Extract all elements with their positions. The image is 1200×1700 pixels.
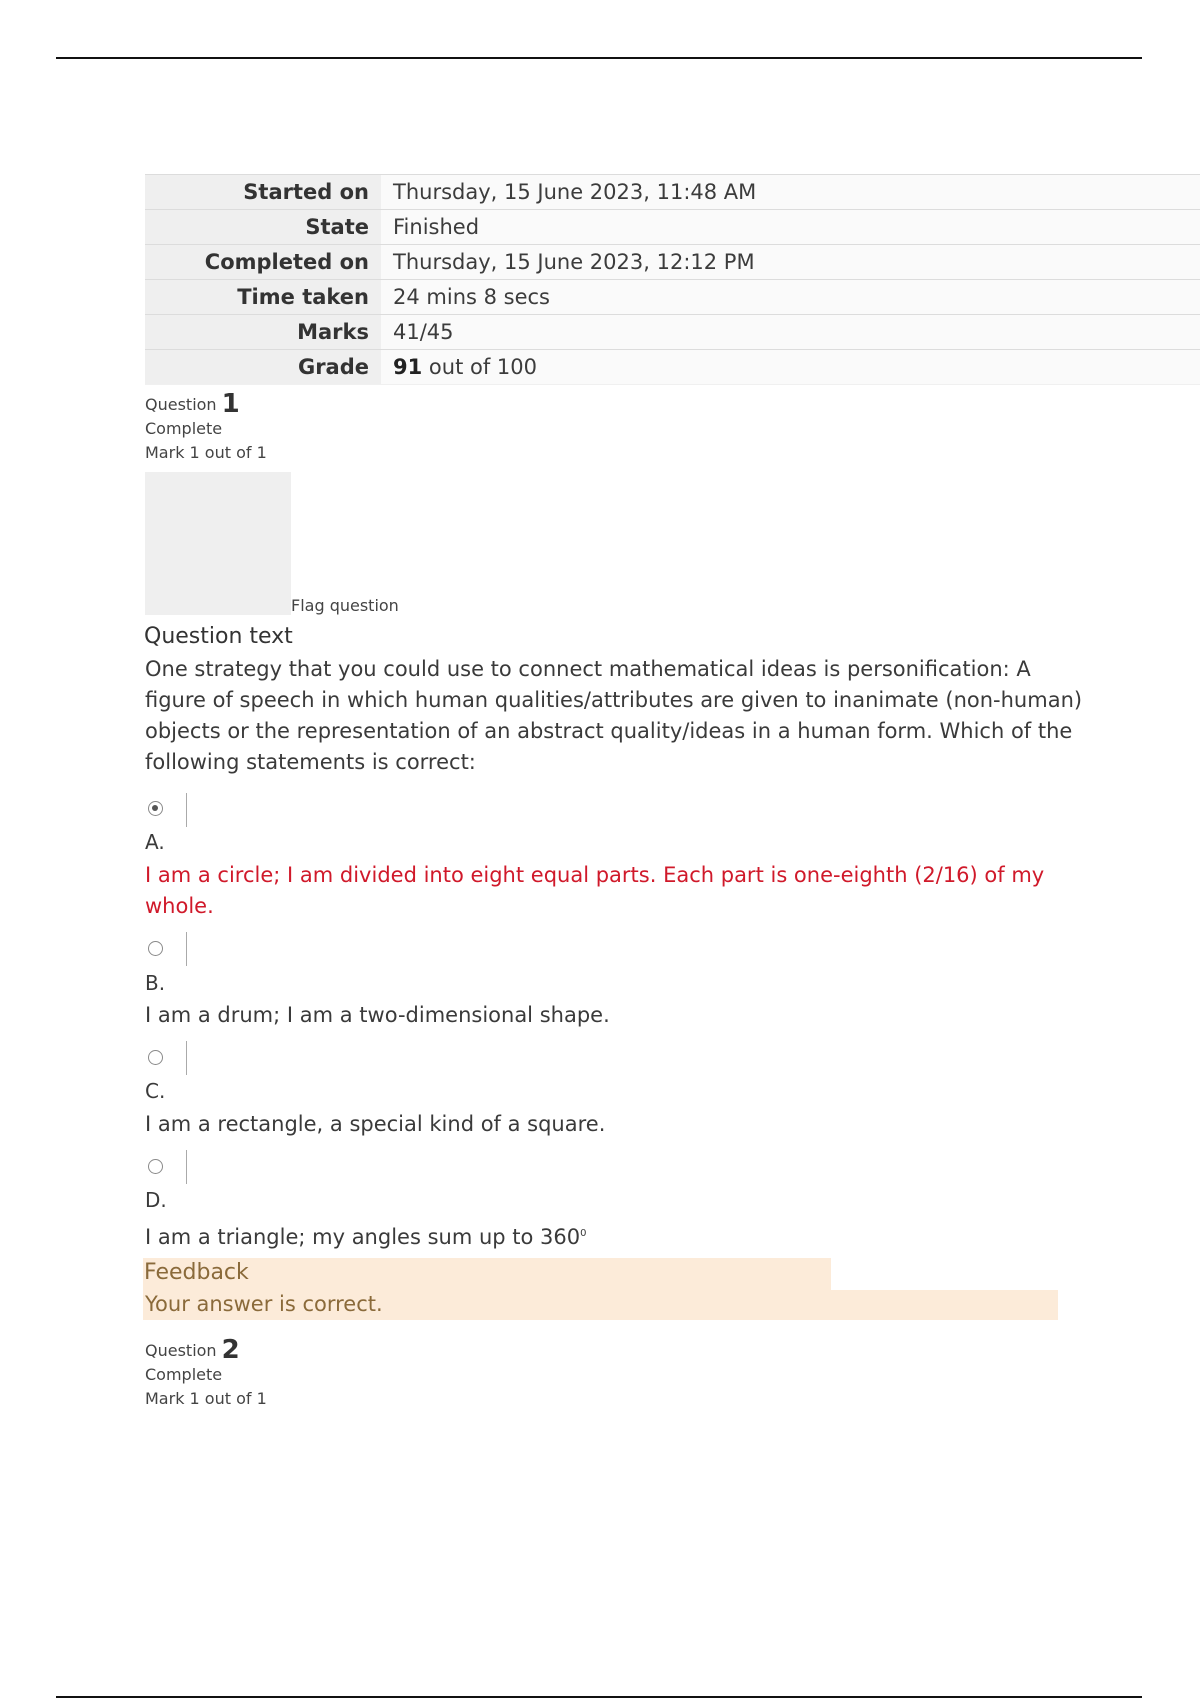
feedback-heading: Feedback — [144, 1260, 249, 1285]
option-d-text-main: I am a triangle; my angles sum up to 360 — [145, 1225, 581, 1249]
page-bottom-rule — [56, 1696, 1142, 1698]
summary-value: Thursday, 15 June 2023, 11:48 AM — [381, 175, 1200, 210]
page-top-rule — [56, 57, 1142, 59]
option-c-radio[interactable] — [148, 1050, 163, 1065]
option-a-radio[interactable] — [148, 801, 163, 816]
summary-value: 24 mins 8 secs — [381, 280, 1200, 315]
summary-label: State — [145, 210, 381, 245]
option-a-letter: A. — [145, 830, 165, 854]
question-text-heading: Question text — [144, 624, 293, 649]
question-1-info — [145, 389, 267, 465]
option-d-text[interactable] — [145, 1218, 1085, 1253]
flag-question-label[interactable]: Flag question — [291, 596, 399, 615]
grade-score: 91 — [393, 355, 423, 379]
question-number: 2 — [221, 1335, 240, 1365]
degree-mark: 0 — [580, 1228, 587, 1239]
question-mark: Mark 1 out of 1 — [145, 1389, 267, 1408]
option-c-letter: C. — [145, 1079, 166, 1103]
summary-value: Finished — [381, 210, 1200, 245]
summary-value: Thursday, 15 June 2023, 12:12 PM — [381, 245, 1200, 280]
question-number: 1 — [221, 389, 240, 419]
summary-row-marks — [145, 315, 1200, 350]
flag-question-icon[interactable] — [145, 472, 291, 615]
summary-label: Completed on — [145, 245, 381, 280]
option-c-text[interactable]: I am a rectangle, a special kind of a square. — [145, 1112, 606, 1136]
feedback-text: Your answer is correct. — [145, 1292, 383, 1316]
summary-label: Started on — [145, 175, 381, 210]
summary-row-started — [145, 175, 1200, 210]
option-a-text[interactable]: I am a circle; I am divided into eight equal parts. Each part is one-eighth (2/16) of my whole. — [145, 863, 1045, 918]
question-state: Complete — [145, 419, 223, 438]
question-mark: Mark 1 out of 1 — [145, 443, 267, 462]
option-b-letter: B. — [145, 971, 166, 995]
summary-row-grade — [145, 350, 1200, 385]
question-number-line — [145, 1335, 267, 1365]
summary-label: Grade — [145, 350, 381, 385]
question-prefix: Question — [145, 395, 217, 414]
option-d-divider — [186, 1150, 187, 1184]
option-d-radio[interactable] — [148, 1159, 163, 1174]
attempt-summary-table — [145, 174, 1200, 385]
summary-row-completed — [145, 245, 1200, 280]
question-state: Complete — [145, 1365, 223, 1384]
summary-row-state — [145, 210, 1200, 245]
grade-suffix: out of 100 — [422, 355, 537, 379]
summary-label: Marks — [145, 315, 381, 350]
summary-row-time-taken — [145, 280, 1200, 315]
summary-label: Time taken — [145, 280, 381, 315]
question-text: One strategy that you could use to connect mathematical ideas is personification: A figure of speech in which human qualities/attributes are given to inanimate (non-human) objects or the representation of an abstract quality/ideas in a human form. Which of the following statements is correct: — [145, 657, 1083, 774]
option-b-divider — [186, 932, 187, 966]
option-b-text[interactable]: I am a drum; I am a two-dimensional shape. — [145, 1003, 610, 1027]
question-2-info — [145, 1335, 267, 1411]
question-prefix: Question — [145, 1341, 217, 1360]
option-b-radio[interactable] — [148, 941, 163, 956]
option-d-letter: D. — [145, 1188, 167, 1212]
summary-value — [381, 350, 1200, 385]
option-c-divider — [186, 1041, 187, 1075]
option-a-divider — [186, 793, 187, 827]
summary-value: 41/45 — [381, 315, 1200, 350]
question-number-line — [145, 389, 267, 419]
